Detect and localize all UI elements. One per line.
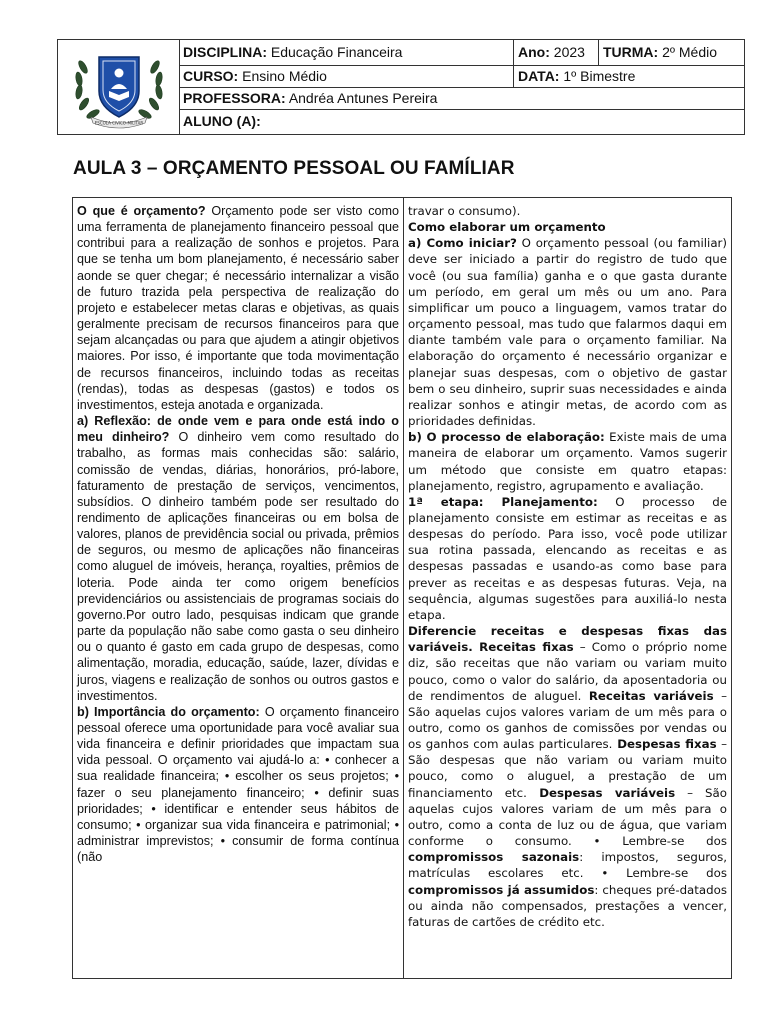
- header-row-aluno: [179, 109, 744, 134]
- school-crest-icon: [69, 45, 169, 129]
- paragraph-reflexao: [77, 413, 399, 704]
- text-despesas-fixas: – São despesas que não variam ou variam muito pouco, como o aluguel, a prestação de um financiamento etc.: [408, 737, 727, 800]
- data-label: DATA:: [518, 68, 560, 84]
- text-reflexao: O dinheiro vem como resultado do trabalho, as formas mais conhecidas são: salário, comissão de vendas, diárias, honorários, pró-labore, faturamento de prestação de serviços, vencimentos, subsídios. O dinheiro também pode ser resultado do rendimento de aplicações financeiras ou em bolsa de valores, planos de previdência social ou privada, prêmios de seguros, ou mesmo de aplicações não financeiras como aluguel de imóveis, herança, royalties, prêmios de loteria. Pode ainda ter como origem benefícios previdenciários ou assistenciais de programas sociais do governo.Por outro lado, pesquisas indicam que grande parte da população não sabe como gasta o seu dinheiro ou o quanto é gasto em cada grupo de despesas, como alimentação, moradia, educação, saúde, lazer, dívidas e juros, viagens e realização de sonhos ou outros gastos e investimentos.: [77, 430, 399, 703]
- text-importancia: O orçamento financeiro pessoal oferece uma oportunidade para você avaliar sua vida financeira e definir prioridades que impactam sua vida pessoal. O orçamento vai ajudá-lo a: • conhecer a sua realidade financeira; • escolher os seus projetos; • fazer o seu planejamento financeiro; • definir suas prioridades; • identificar e entender seus hábitos de consumo; • organizar sua vida financeira e patrimonial; • administrar imprevistos; • consumir de forma contínua (não: [77, 704, 400, 865]
- heading-receitas-fixas: Receitas fixas: [472, 640, 574, 655]
- paragraph-receitas-despesas: [408, 623, 727, 930]
- header-row-disciplina: [179, 40, 744, 66]
- text-como-iniciar: O orçamento pessoal (ou familiar) deve ser iniciado a partir do registro de tudo que você (ou sua família) ganha e o que gasta durante um período, em geral um mês ou um ano. Para simplificar um pouco a linguagem, vamos tratar do orçamento pessoal, mas tudo que falarmos daqui em diante também vale para o orçamento familiar. Na elaboração do orçamento é necessário organizar e planejar suas despesas, com o objetivo de gastar bem o seu dinheiro, suprir suas necessidades e ainda realizar sonhos e atingir metas, de acordo com as prioridades definidas.: [408, 236, 727, 429]
- ano-value: 2023: [553, 44, 585, 60]
- lesson-content-table: [72, 197, 732, 979]
- turma-label: TURMA:: [603, 44, 659, 60]
- heading-receitas-variaveis: Receitas variáveis: [588, 688, 714, 703]
- text-compromissos-sazonais: : impostos, seguros, matrículas escolares etc. • Lembre-se dos: [408, 850, 727, 881]
- right-column: [404, 198, 731, 978]
- text-despesas-variaveis: – São aquelas cujos valores variam de um mês para o outro, como a conta de luz ou de água, que variam conforme o consumo. • Lembre-se dos: [408, 785, 727, 849]
- section-heading-como-elaborar: [408, 219, 727, 235]
- heading-despesas-fixas: Despesas fixas: [612, 737, 717, 752]
- left-column: [73, 198, 404, 978]
- paragraph-o-que-e-orcamento: [77, 203, 399, 413]
- heading-reflexao: a) Reflexão: de onde vem e para onde está indo o meu dinheiro?: [77, 414, 399, 445]
- paragraph-continuation: travar o consumo).: [408, 204, 521, 218]
- ano-cell: [513, 40, 598, 65]
- heading-despesas-variaveis: Despesas variáveis: [526, 785, 676, 800]
- text-o-que-e-orcamento: Orçamento pode ser visto como uma ferramenta de planejamento financeiro pessoal que contribui para a realização de sonhos e projetos. Para que se tenha um bom planejamento, é necessário saber aonde se quer chegar; é necessário internalizar a visão de futuro trazida pela perspectiva de realização do projeto e estabelecer metas claras e objetivas, as quais geralmente precisam de recursos financeiros para que sejam alcançadas ou para que ajudem a atingir objetivos maiores. Por isso, é importante que toda movimentação de recursos financeiros, incluindo todas as receitas (rendas), todas as despesas (gastos) e todos os investimentos, esteja anotada e organizada.: [77, 204, 399, 412]
- heading-diferencie: Diferencie receitas e despesas fixas das variáveis.: [408, 624, 727, 655]
- heading-como-elaborar: Como elaborar um orçamento: [408, 220, 606, 235]
- header-row-professora: [179, 87, 744, 110]
- curso-value: Ensino Médio: [242, 68, 327, 84]
- aluno-cell: [179, 109, 744, 134]
- paragraph-importancia: [77, 704, 399, 866]
- turma-cell: [598, 40, 744, 65]
- data-value: 1º Bimestre: [563, 68, 636, 84]
- logo-ribbon-text: ESCOLA CIVICO-MILITAR: [94, 120, 143, 126]
- disciplina-cell: [179, 40, 513, 65]
- text-processo: Existe mais de uma maneira de elaborar um orçamento. Vamos sugerir um método que consiste em quatro etapas: planejamento, registro, agrupamento e avaliação.: [408, 430, 727, 493]
- text-planejamento: O processo de planejamento consiste em estimar as receitas e as despesas do período. Para isso, você pode utilizar sua rotina passada, elencando as receitas e as despesas passadas e usando-as como base para prever as receitas e as despesas futuras. Veja, na sequência, algumas sugestões para auxiliá-lo nesta etapa.: [408, 494, 727, 622]
- paragraph-processo: [408, 429, 727, 494]
- paragraph-planejamento: [408, 494, 727, 623]
- aluno-label: ALUNO (A):: [183, 113, 261, 129]
- header-row-curso: [179, 65, 744, 88]
- heading-como-iniciar: a) Como iniciar?: [408, 236, 517, 251]
- lesson-title: AULA 3 – ORÇAMENTO PESSOAL OU FAMÍLIAR: [73, 158, 515, 179]
- heading-processo: b) O processo de elaboração:: [408, 430, 605, 445]
- heading-planejamento: 1ª etapa: Planejamento:: [408, 494, 598, 509]
- disciplina-label: DISCIPLINA:: [183, 44, 267, 60]
- curso-cell: [179, 65, 513, 87]
- school-header: [57, 39, 745, 135]
- professora-label: PROFESSORA:: [183, 90, 286, 106]
- ano-label: Ano:: [518, 44, 550, 60]
- paragraph-como-iniciar: [408, 235, 727, 429]
- curso-label: CURSO:: [183, 68, 239, 84]
- text-receitas-fixas: – Como o próprio nome diz, são receitas que não variam ou variam muito pouco, como o valor do salário, da aposentadoria ou de rendimentos de aluguel.: [408, 640, 728, 703]
- professora-cell: [179, 87, 744, 109]
- professora-value: Andréa Antunes Pereira: [288, 90, 438, 106]
- turma-value: 2º Médio: [662, 44, 718, 60]
- disciplina-value: Educação Financeira: [270, 44, 403, 60]
- text-compromissos-assumidos: : cheques pré-datados ou ainda não compensados, prestações a vencer, faturas de cartões de crédito etc.: [408, 882, 727, 929]
- school-logo: [58, 40, 180, 134]
- heading-o-que-e-orcamento: O que é orçamento?: [77, 204, 206, 218]
- data-cell: [513, 65, 744, 87]
- heading-importancia: b) Importância do orçamento:: [77, 704, 260, 719]
- heading-compromissos-sazonais: compromissos sazonais: [408, 850, 580, 865]
- heading-compromissos-assumidos: compromissos já assumidos: [408, 882, 595, 897]
- text-receitas-variaveis: – São aquelas cujos valores variam de um mês para o outro, como os ganhos de comissões por vendas ou os ganhos com aulas particulares.: [408, 688, 727, 752]
